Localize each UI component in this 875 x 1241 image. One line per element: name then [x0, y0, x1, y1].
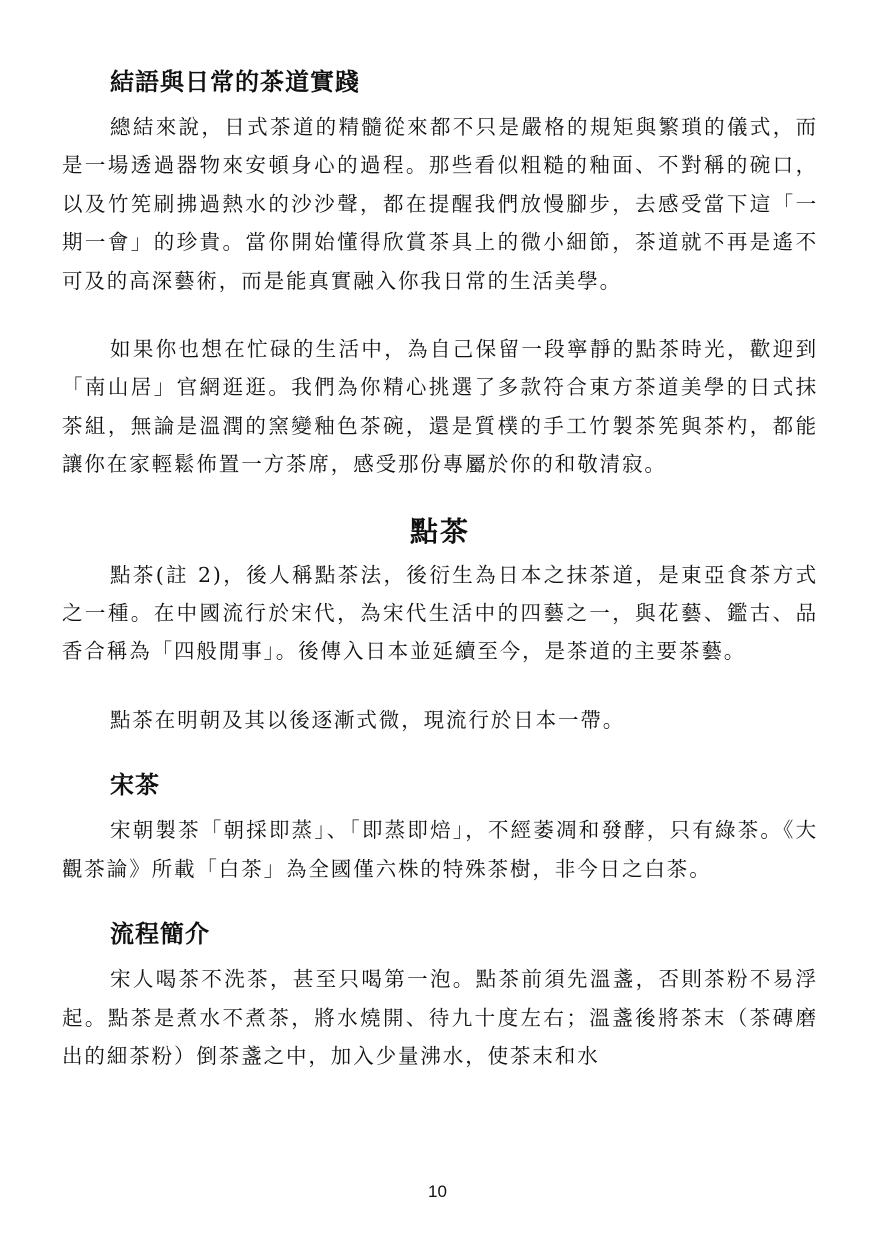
conclusion-paragraph-2: 如果你也想在忙碌的生活中，為自己保留一段寧靜的點茶時光，歡迎到「南山居」官網逛逛。我們為你精心挑選了多款符合東方茶道美學的日式抹茶組，無論是溫潤的窯變釉色茶碗，還是質樸的手工竹製茶筅與茶杓，都能讓你在家輕鬆佈置一方茶席，感受那份專屬於你的和敬清寂。: [62, 337, 818, 477]
diancha-title: 點茶: [409, 514, 470, 548]
page-number: 10: [428, 1182, 447, 1201]
conclusion-paragraph-1: 總結來說，日式茶道的精髓從來都不只是嚴格的規矩與繁瑣的儀式，而是一場透過器物來安頓身心的過程。那些看似粗糙的釉面、不對稱的碗口，以及竹筅刷拂過熱水的沙沙聲，都在提醒我們放慢腳步，去感受當下這「一期一會」的珍貴。當你開始懂得欣賞茶具上的微小細節，茶道就不再是遙不可及的高深藝術，而是能真實融入你我日常的生活美學。: [62, 115, 818, 293]
songcha-heading: 宋茶: [110, 771, 160, 800]
process-paragraph: 宋人喝茶不洗茶，甚至只喝第一泡。點茶前須先溫盞，否則茶粉不易浮起。點茶是煮水不煮茶，將水燒開、待九十度左右；溫盞後將茶末（茶磚磨出的細茶粉）倒茶盞之中，加入少量沸水，使茶末和水: [62, 967, 818, 1068]
conclusion-heading: 結語與日常的茶道實踐: [110, 68, 360, 96]
diancha-paragraph-2: 點茶在明朝及其以後逐漸式微，現流行於日本一帶。: [110, 707, 626, 732]
process-heading: 流程簡介: [110, 920, 210, 949]
diancha-paragraph-1: 點茶(註 2)，後人稱點茶法，後衍生為日本之抹茶道，是東亞食茶方式之一種。在中國流行於宋代，為宋代生活中的四藝之一，與花藝、鑑古、品香合稱為「四般閒事」。後傳入日本並延續至今，是茶道的主要茶藝。: [62, 562, 818, 664]
songcha-paragraph: 宋朝製茶「朝採即蒸」、「即蒸即焙」，不經萎凋和發酵，只有綠茶。《大觀茶論》所載「白茶」為全國僅六株的特殊茶樹，非今日之白茶。: [62, 818, 818, 881]
document-page: [62, 62, 818, 1075]
